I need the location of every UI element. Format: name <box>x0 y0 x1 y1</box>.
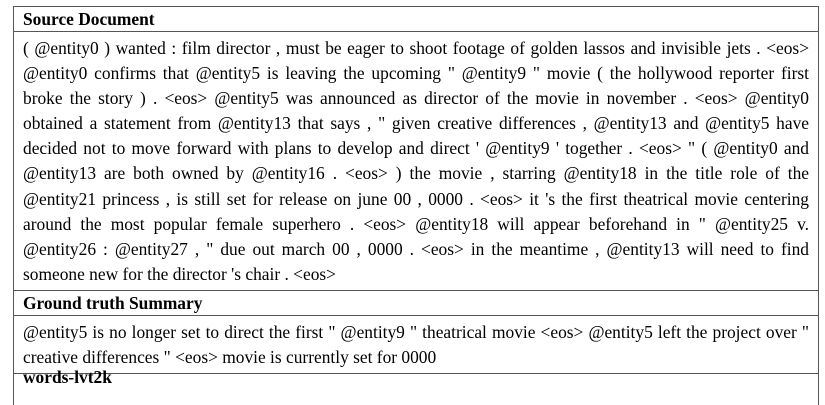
summary-table <box>13 6 819 405</box>
source-document-header: Source Document <box>14 7 818 32</box>
ground-truth-text: @entity5 is no longer set to direct the first " @entity9 " theatrical movie <eos> @entity5 left the project over " creative differences " <eos> movie is currently set for 0000 <box>14 316 818 374</box>
ground-truth-header: Ground truth Summary <box>14 291 818 316</box>
source-document-text: ( @entity0 ) wanted : film director , must be eager to shoot footage of golden lassos and invisible jets . <eos> @entity0 confirms that @entity5 is leaving the upcoming " @entity9 " movie ( the hollywood reporter first broke the story ) . <eos> @entity5 was announced as director of the movie in november . <eos> @entity0 obtained a statement from @entity13 that says , " given creative differences , @entity13 and @entity5 have decided not to move forward with plans to develop and direct ' @entity9 ' together . <eos> " ( @entity0 and @entity13 are both owned by @entity16 . <eos> ) the movie , starring @entity18 in the title role of the @entity21 princess , is still set for release on june 00 , 0000 . <eos> it 's the first theatrical movie centering around the most popular female superhero . <eos> @entity18 will appear beforehand in " @entity25 v. @entity26 : @entity27 , " due out march 00 , 0000 . <eos> in the meantime , @entity13 will need to find someone new for the director 's chair . <eos> <box>14 32 818 291</box>
next-section-header: words-lvt2k <box>23 367 112 384</box>
